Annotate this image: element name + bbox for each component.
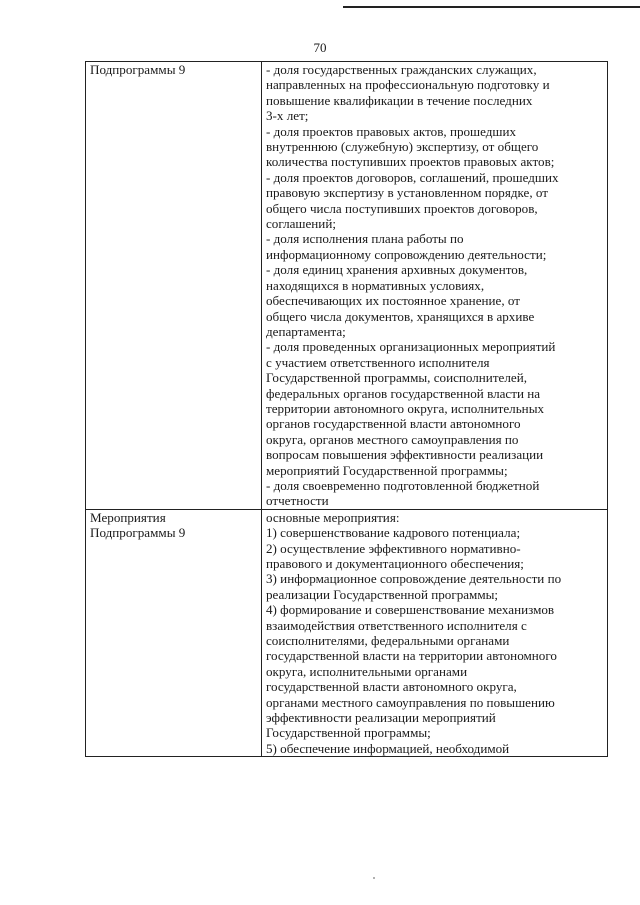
row-content-line: 4) формирование и совершенствование механизмов: [266, 602, 555, 618]
row-content-cell: [262, 62, 608, 510]
row-content-line: 3-х лет;: [266, 108, 309, 124]
row-content-line: мероприятий Государственной программы;: [266, 462, 508, 478]
row-content-line: округа, органов местного самоуправления по: [266, 431, 519, 447]
program-table: [85, 61, 608, 757]
row-content-line: с участием ответственного исполнителя: [266, 354, 490, 370]
row-content-line: реализации Государственной программы;: [266, 586, 499, 602]
table-row-activities: [86, 509, 608, 757]
row-content-line: - доля проектов правовых актов, прошедших: [266, 123, 517, 139]
row-content-line: - доля своевременно подготовленной бюджетной: [266, 477, 540, 493]
row-content-line: информационному сопровождению деятельности;: [266, 246, 547, 262]
row-content-line: правовую экспертизу в установленном порядке, от: [266, 185, 549, 201]
row-content-line: основные мероприятия:: [266, 509, 400, 525]
row-content-line: находящихся в нормативных условиях,: [266, 277, 485, 293]
row-content-line: 3) информационное сопровождение деятельности по: [266, 571, 562, 587]
scan-speck: [373, 877, 375, 879]
row-content-line: департамента;: [266, 323, 346, 339]
row-content-cell: [262, 509, 608, 757]
row-content-line: - доля исполнения плана работы по: [266, 231, 464, 247]
row-content-line: правового и документационного обеспечения;: [266, 556, 524, 571]
row-content-line: территории автономного округа, исполнительных: [266, 400, 545, 416]
row-content-line: - доля проектов договоров, соглашений, прошедших: [266, 169, 559, 185]
row-content-line: - доля государственных гражданских служащих,: [266, 62, 537, 77]
row-content-line: органами местного самоуправления по повышению: [266, 694, 555, 710]
row-content-line: вопросам повышения эффективности реализации: [266, 447, 544, 463]
row-content-line: обеспечивающих их постоянное хранение, от: [266, 293, 520, 309]
row-label-cell: [86, 509, 262, 757]
row-label-line: Мероприятия: [90, 509, 166, 525]
row-content-line: взаимодействия ответственного исполнителя с: [266, 617, 527, 633]
row-content-line: федеральных органов государственной власти на: [266, 385, 541, 401]
row-content-line: направленных на профессиональную подготовку и: [266, 77, 550, 93]
row-content-line: соисполнителями, федеральными органами: [266, 633, 510, 649]
row-content-line: Государственной программы;: [266, 725, 431, 741]
row-content-line: 1) совершенствование кадрового потенциала;: [266, 525, 521, 541]
row-content-line: 5) обеспечение информацией, необходимой: [266, 740, 510, 756]
row-content-line: эффективности реализации мероприятий: [266, 710, 496, 726]
row-content-line: количества поступивших проектов правовых актов;: [266, 154, 555, 170]
row-content-line: округа, исполнительными органами: [266, 663, 468, 679]
page-number: 70: [313, 40, 327, 55]
row-label-line: Подпрограммы 9: [90, 525, 186, 541]
row-content-line: повышение квалификации в течение последних: [266, 92, 533, 108]
row-content-line: общего числа поступивших проектов договоров,: [266, 200, 538, 216]
header-rule: [343, 6, 640, 8]
row-content-line: внутреннюю (служебную) экспертизу, от общего: [266, 139, 539, 155]
row-content-line: соглашений;: [266, 216, 336, 232]
row-content-line: общего числа документов, хранящихся в архиве: [266, 308, 535, 324]
row-content-line: Государственной программы, соисполнителей,: [266, 370, 527, 386]
row-content-line: государственной власти автономного округа,: [266, 679, 517, 695]
row-content-line: - доля единиц хранения архивных документов,: [266, 262, 528, 278]
row-content-line: 2) осуществление эффективного нормативно-: [266, 540, 521, 556]
row-content-line: отчетности: [266, 493, 329, 509]
row-label-cell: [86, 62, 262, 510]
row-content-line: - доля проведенных организационных мероприятий: [266, 339, 556, 355]
row-label-line: Подпрограммы 9: [90, 62, 186, 77]
row-content-line: органов государственной власти автономного: [266, 416, 521, 432]
table-row-indicators: [86, 62, 608, 510]
row-content-line: государственной власти на территории автономного: [266, 648, 557, 664]
